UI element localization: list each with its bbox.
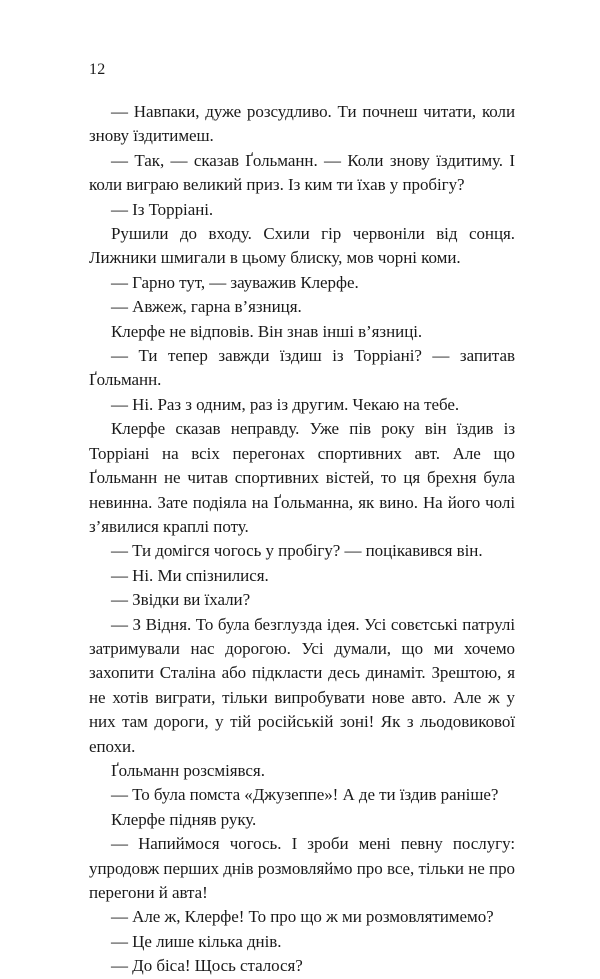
- paragraph: — Із Торріані.: [111, 199, 214, 219]
- paragraph: Рушили до входу. Схили гір червоніли від сонця. Лижники шмигали в цьому блиску, мов чорні коми.: [89, 224, 515, 268]
- paragraph: Клерфе не відповів. Він знав інші в’язниці.: [111, 321, 423, 341]
- paragraph: — Авжеж, гарна в’язниця.: [111, 297, 302, 317]
- page-number: 12: [89, 61, 106, 78]
- body-text: [89, 100, 515, 979]
- paragraph: — Це лише кілька днів.: [111, 931, 282, 951]
- paragraph: Ґольманн розсміявся.: [111, 760, 265, 780]
- paragraph: Клерфе сказав неправду. Уже пів року він їздив із Торріані на всіх перегонах спортивних авт. Але що Ґольманн не читав спортивних вістей, то ця брехня була невинна. Зате подіяла на Ґольманна, як вино. На його чолі з’явилися краплі поту.: [89, 419, 515, 536]
- paragraph: — Так, — сказав Ґольманн. — Коли знову їздитиму. І коли виграю великий приз. Із ким ти їхав у пробігу?: [89, 150, 515, 195]
- paragraph: — З Відня. То була безглузда ідея. Усі совєтські патрулі затримували нас дорогою. Усі думали, що ми хочемо захопити Сталіна або підкласти десь динаміт. Зрештою, я не хотів виграти, тільки випробувати нове авто. Але ж у них там дороги, у тій російській зоні! Як з льодовикової епохи.: [89, 614, 515, 756]
- paragraph: — Напиймося чогось. І зроби мені певну послугу: упродовж перших днів розмовляймо про все, тільки не про перегони й авта!: [89, 834, 515, 902]
- paragraph: — Навпаки, дуже розсудливо. Ти почнеш читати, коли знову їздитимеш.: [89, 102, 515, 146]
- paragraph: — Ні. Ми спізнилися.: [111, 565, 269, 585]
- paragraph: — Ти тепер завжди їздиш із Торріані? — запитав Ґольманн.: [89, 346, 515, 390]
- paragraph: Клерфе підняв руку.: [111, 809, 257, 829]
- paragraph: — То була помста «Джузеппе»! А де ти їздив раніше?: [111, 785, 499, 805]
- paragraph: — До біса! Щось сталося?: [111, 956, 303, 976]
- paragraph: — Ні. Раз з одним, раз із другим. Чекаю на тебе.: [111, 394, 460, 414]
- paragraph: — Звідки ви їхали?: [111, 590, 251, 610]
- paragraph: — Гарно тут, — зауважив Клерфе.: [111, 272, 359, 292]
- paragraph: — Ти домігся чогось у пробігу? — поцікавився він.: [111, 541, 483, 561]
- paragraph: — Але ж, Клерфе! То про що ж ми розмовлятимемо?: [111, 907, 494, 927]
